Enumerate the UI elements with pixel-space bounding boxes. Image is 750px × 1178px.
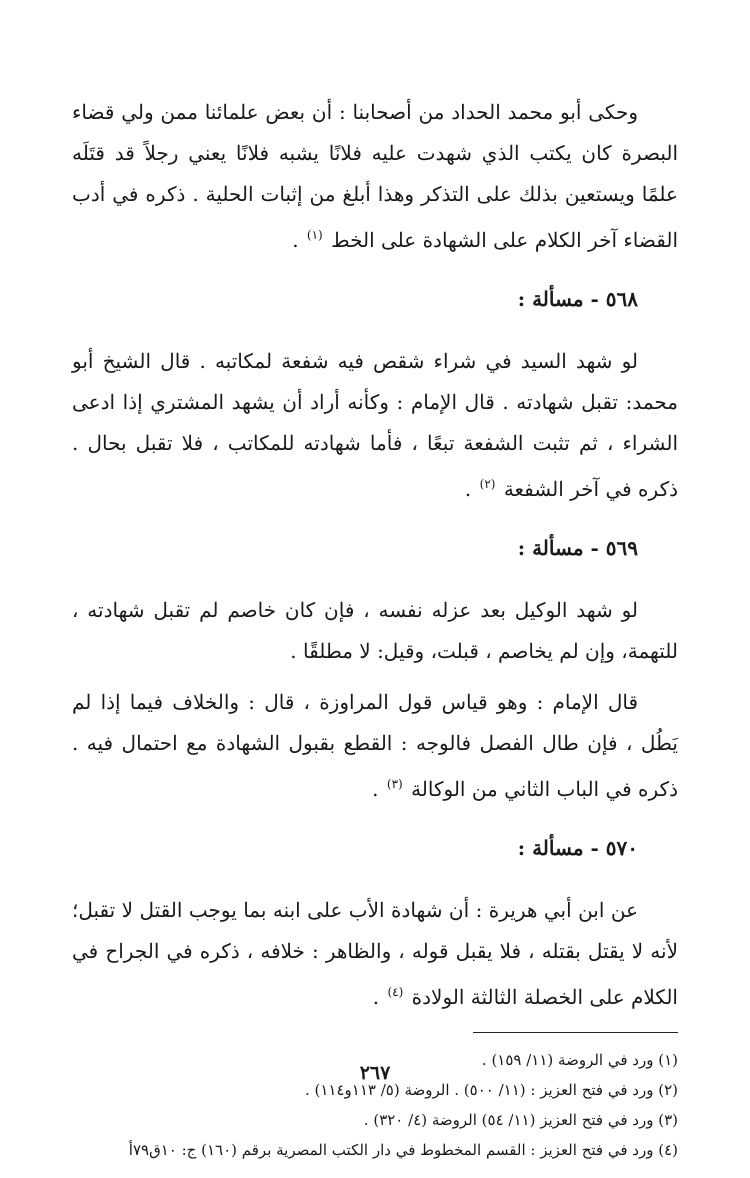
footnote-divider	[473, 1032, 678, 1033]
paragraph-haddad	[72, 92, 678, 261]
footnote-ref-2[interactable]: (٢)	[479, 477, 496, 491]
paragraph-text: لو شهد السيد في شراء شقص فيه شفعة لمكاتبه . قال الشيخ أبو محمد: تقبل شهادته . قال الإمام : وكأنه أراد أن يشهد المشتري إذا ادعى الشراء ، ثم تثبت الشفعة تبعًا ، فأما شهادته للمكاتب ، فلا تقبل بحال . ذكره في آخر الشفعة	[72, 349, 678, 501]
sentence-end: .	[372, 777, 385, 801]
footnote-2: (٢) ورد في فتح العزيز : (١١/ ٥٠٠) . الروضة (٥/ ١١٣و١١٤) .	[304, 1081, 678, 1099]
page-body	[72, 92, 678, 1165]
paragraph-text: وحكى أبو محمد الحداد من أصحابنا : أن بعض علمائنا ممن ولي قضاء البصرة كان يكتب الذي شهدت عليه فلانًا يشبه فلانًا يعني رجلاً قد قتَلَه علمًا ويستعين بذلك على التذكر وهذا أبلغ من إثبات الحلية . ذكره في أدب القضاء آخر الكلام على الشهادة على الخط	[72, 100, 678, 252]
paragraph-abu-hurayra	[72, 890, 678, 1018]
paragraph-text: عن ابن أبي هريرة : أن شهادة الأب على ابنه بما يوجب القتل لا تقبل؛ لأنه لا يقتل بقتله ، فلا يقبل قوله ، والظاهر : خلافه ، ذكره في الجراح في الكلام على الخصلة الثالثة الولادة	[72, 898, 678, 1009]
footnote-1: (١) ورد في الروضة (١١/ ١٥٩) .	[481, 1051, 678, 1069]
masala-heading-568: ٥٦٨ - مسألة :	[517, 287, 638, 311]
sentence-end: .	[464, 477, 478, 501]
masala-heading-569: ٥٦٩ - مسألة :	[517, 536, 638, 560]
footnote-3: (٣) ورد في فتح العزيز (١١/ ٥٤) الروضة (٤/ ٣٢٠) .	[363, 1111, 678, 1129]
paragraph-imam	[72, 682, 678, 810]
sentence-end: .	[372, 985, 386, 1009]
paragraph-text: قال الإمام : وهو قياس قول المراوزة ، قال : والخلاف فيما إذا لم يَطُل ، فإن طال الفصل فالوجه : القطع بقبول الشهادة مع احتمال فيه . ذكره في الباب الثاني من الوكالة	[72, 690, 678, 801]
footnote-ref-4[interactable]: (٤)	[387, 985, 404, 999]
paragraph-shufa	[72, 341, 678, 510]
masala-heading-570: ٥٧٠ - مسألة :	[517, 836, 638, 860]
paragraph-text: لو شهد الوكيل بعد عزله نفسه ، فإن كان خاصم لم تقبل شهادته ، للتهمة، وإن لم يخاصم ، قبلت، وقيل: لا مطلقًا .	[72, 598, 678, 663]
paragraph-wakil	[72, 590, 678, 672]
footnote-ref-1[interactable]: (١)	[306, 228, 323, 242]
footnote-4: (٤) ورد في فتح العزيز : القسم المخطوط في دار الكتب المصرية برقم (١٦٠) ج: ١٠ق٧٩أ	[128, 1141, 678, 1159]
sentence-end: .	[292, 228, 305, 252]
footnote-ref-3[interactable]: (٣)	[386, 777, 403, 791]
page-number: ٢٦٧	[359, 1062, 391, 1084]
